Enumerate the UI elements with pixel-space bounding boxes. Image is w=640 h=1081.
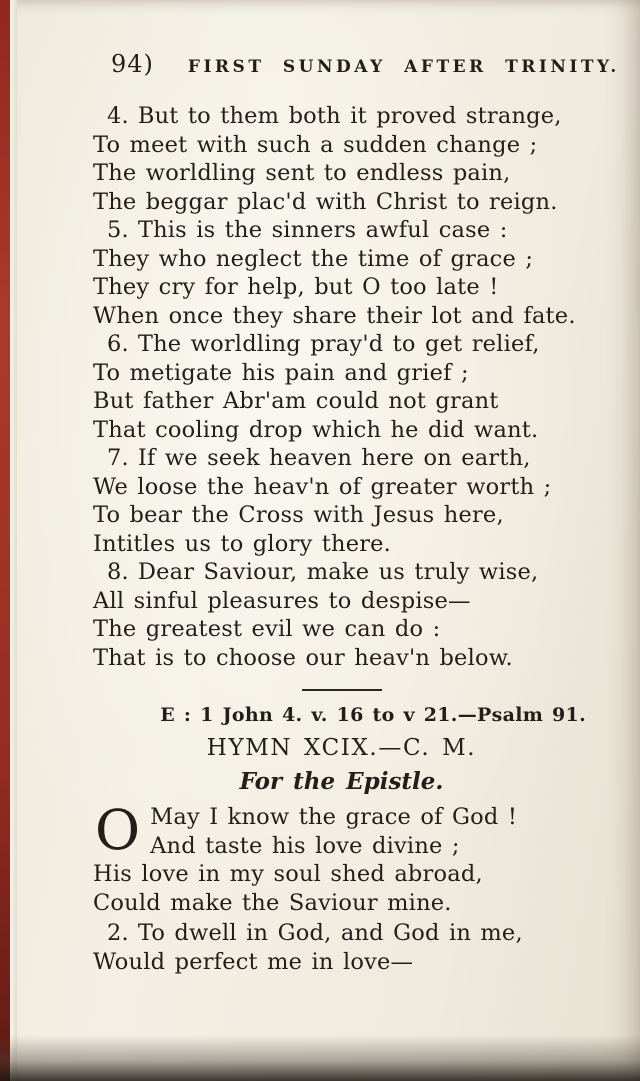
verse-text: To dwell in God, and God in me, (137, 920, 523, 946)
verse-line: Would perfect me in love— (93, 948, 414, 975)
verse-text: If we seek heaven here on earth, (137, 445, 531, 471)
verse-line: To bear the Cross with Jesus here, (93, 502, 504, 528)
verse-number: 7. (107, 445, 129, 471)
verse-line: But father Abr'am could not grant (93, 388, 499, 414)
verse-line: To metigate his pain and grief ; (93, 359, 469, 386)
verse-line (93, 216, 590, 245)
verse-line (93, 102, 590, 131)
verse-line: The greatest evil we can do : (93, 616, 441, 642)
verse-5 (93, 216, 590, 330)
verse-line: All sinful pleasures to despise— (93, 587, 471, 614)
drop-cap: O (95, 798, 141, 862)
verse-line (93, 558, 590, 587)
section-divider (302, 689, 382, 691)
verse-line: May I know the grace of God ! (150, 804, 518, 830)
verse-7 (93, 444, 590, 558)
running-head (93, 50, 620, 78)
verse-text: This is the sinners awful case : (137, 217, 508, 243)
book-spine-edge (0, 0, 10, 1081)
stanza-2 (93, 919, 590, 976)
hymn-title: HYMN XCIX.—C. M. (206, 735, 477, 761)
verse-number: 5. (107, 217, 129, 243)
verse-line (93, 444, 590, 473)
verse-text: The worldling pray'd to get relief, (137, 331, 540, 357)
verse-line: Intitles us to glory there. (93, 530, 392, 557)
verse-line: That cooling drop which he did want. (93, 416, 539, 443)
verse-line (93, 919, 590, 948)
verse-line (93, 330, 590, 359)
verse-line: And taste his love divine ; (150, 832, 460, 859)
verse-8 (93, 558, 590, 672)
verse-line: Could make the Saviour mine. (93, 889, 452, 916)
verse-line: We loose the heav'n of greater worth ; (93, 473, 552, 500)
verse-4 (93, 102, 590, 216)
hymn-subtitle: For the Epistle. (239, 768, 444, 795)
page-content (17, 0, 640, 1081)
verse-number: 2. (107, 920, 129, 946)
scripture-reference: E : 1 John 4. v. 16 to v 21.—Psalm 91. (160, 704, 586, 726)
verse-text: But to them both it proved strange, (137, 103, 562, 129)
verse-line: To meet with such a sudden change ; (93, 131, 538, 158)
verse-line: When once they share their lot and fate. (93, 302, 576, 329)
verse-number: 8. (107, 559, 129, 585)
verse-line: The beggar plac'd with Christ to reign. (93, 188, 558, 215)
verse-6 (93, 330, 590, 444)
verse-number: 4. (107, 103, 129, 129)
verse-line: They cry for help, but O too late ! (93, 274, 499, 300)
verse-number: 6. (107, 331, 129, 357)
verse-line: They who neglect the time of grace ; (93, 245, 534, 272)
verse-line: That is to choose our heav'n below. (93, 644, 513, 671)
page-gutter (10, 0, 17, 1081)
running-header-title: FIRST SUNDAY AFTER TRINITY. (187, 57, 620, 77)
page-number: 94) (111, 50, 154, 78)
stanza-1 (93, 798, 590, 917)
verse-line: The worldling sent to endless pain, (93, 160, 511, 186)
verse-text: Dear Saviour, make us truly wise, (137, 559, 539, 585)
verse-line: His love in my soul shed abroad, (93, 861, 483, 887)
